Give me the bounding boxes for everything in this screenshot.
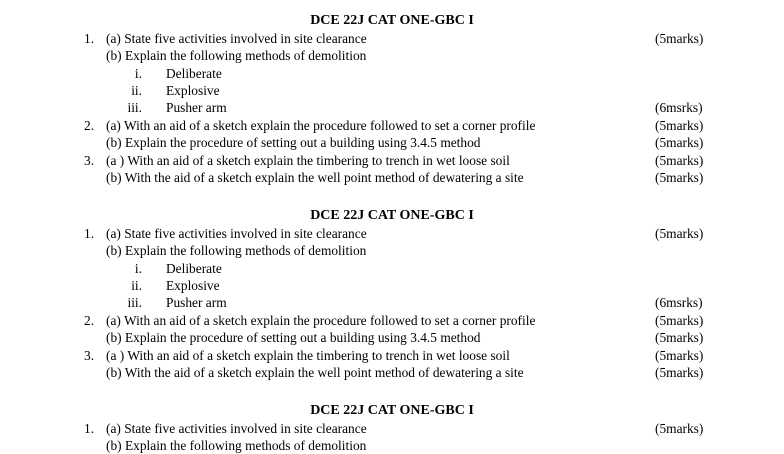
sub-item-text: Pusher arm: [166, 295, 227, 311]
question-number: 2.: [84, 312, 95, 328]
paper-title: DCE 22J CAT ONE-GBC I: [310, 208, 474, 223]
question-text: (b) Explain the procedure of setting out a building using 3.4.5 method: [106, 330, 481, 346]
roman-numeral: i.: [134, 260, 142, 276]
question-text: (b) With the aid of a sketch explain the well point method of dewatering a site: [106, 170, 524, 185]
question-line: [0, 312, 784, 329]
marks-allocation: (5marks): [655, 135, 704, 151]
question-line: [0, 99, 784, 116]
question-line: [0, 420, 784, 437]
marks-allocation: (5marks): [655, 117, 704, 133]
question-line: [0, 65, 784, 82]
marks-allocation: (5marks): [655, 312, 704, 328]
question-line: [0, 169, 784, 186]
question-line: [0, 347, 784, 364]
question-text: (a) State five activities involved in site clearance: [106, 420, 367, 436]
question-text: (b) Explain the procedure of setting out a building using 3.4.5 method: [106, 135, 481, 151]
question-text: (a) With an aid of a sketch explain the procedure followed to set a corner profile: [106, 312, 536, 328]
marks-allocation: (6msrks): [655, 295, 703, 311]
sub-item-text: Pusher arm: [166, 100, 227, 116]
question-number: 1.: [84, 225, 95, 241]
question-text: (b) Explain the following methods of demolition: [106, 438, 367, 454]
roman-numeral: ii.: [131, 278, 142, 293]
question-line: [0, 225, 784, 242]
question-line: [0, 30, 784, 47]
question-line: [0, 294, 784, 311]
question-number: 3.: [84, 152, 95, 168]
question-number: 2.: [84, 117, 95, 133]
marks-allocation: (6msrks): [655, 100, 703, 116]
question-line: [0, 242, 784, 259]
question-number: 1.: [84, 30, 95, 46]
question-text: (b) Explain the following methods of demolition: [106, 243, 367, 259]
roman-numeral: i.: [134, 65, 142, 81]
marks-allocation: (5marks): [655, 152, 704, 168]
sub-item-text: Deliberate: [166, 260, 222, 276]
marks-allocation: (5marks): [655, 330, 704, 346]
question-number: 1.: [84, 420, 95, 436]
question-line: [0, 47, 784, 64]
question-number: 3.: [84, 347, 95, 363]
question-text: (a) State five activities involved in site clearance: [106, 225, 367, 241]
paper-title: DCE 22J CAT ONE-GBC I: [310, 403, 474, 418]
question-text: (b) Explain the following methods of demolition: [106, 48, 367, 64]
roman-numeral: ii.: [131, 83, 142, 98]
marks-allocation: (5marks): [655, 170, 704, 185]
sub-item-text: Explosive: [166, 83, 220, 98]
question-line: [0, 152, 784, 169]
question-text: (a ) With an aid of a sketch explain the timbering to trench in wet loose soil: [106, 152, 510, 168]
question-line: [0, 117, 784, 134]
sub-item-text: Deliberate: [166, 65, 222, 81]
roman-numeral: iii.: [127, 100, 142, 116]
marks-allocation: (5marks): [655, 420, 704, 436]
question-line: [0, 364, 784, 381]
question-text: (b) With the aid of a sketch explain the well point method of dewatering a site: [106, 365, 524, 380]
question-line: [0, 277, 784, 294]
question-text: (a ) With an aid of a sketch explain the timbering to trench in wet loose soil: [106, 347, 510, 363]
question-text: (a) State five activities involved in site clearance: [106, 30, 367, 46]
question-line: [0, 82, 784, 99]
question-text: (a) With an aid of a sketch explain the procedure followed to set a corner profile: [106, 117, 536, 133]
sub-item-text: Explosive: [166, 278, 220, 293]
marks-allocation: (5marks): [655, 365, 704, 380]
marks-allocation: (5marks): [655, 30, 704, 46]
question-line: [0, 437, 784, 454]
question-line: [0, 329, 784, 346]
question-line: [0, 134, 784, 151]
marks-allocation: (5marks): [655, 347, 704, 363]
marks-allocation: (5marks): [655, 225, 704, 241]
question-line: [0, 260, 784, 277]
roman-numeral: iii.: [127, 295, 142, 311]
paper-title: DCE 22J CAT ONE-GBC I: [310, 13, 474, 28]
